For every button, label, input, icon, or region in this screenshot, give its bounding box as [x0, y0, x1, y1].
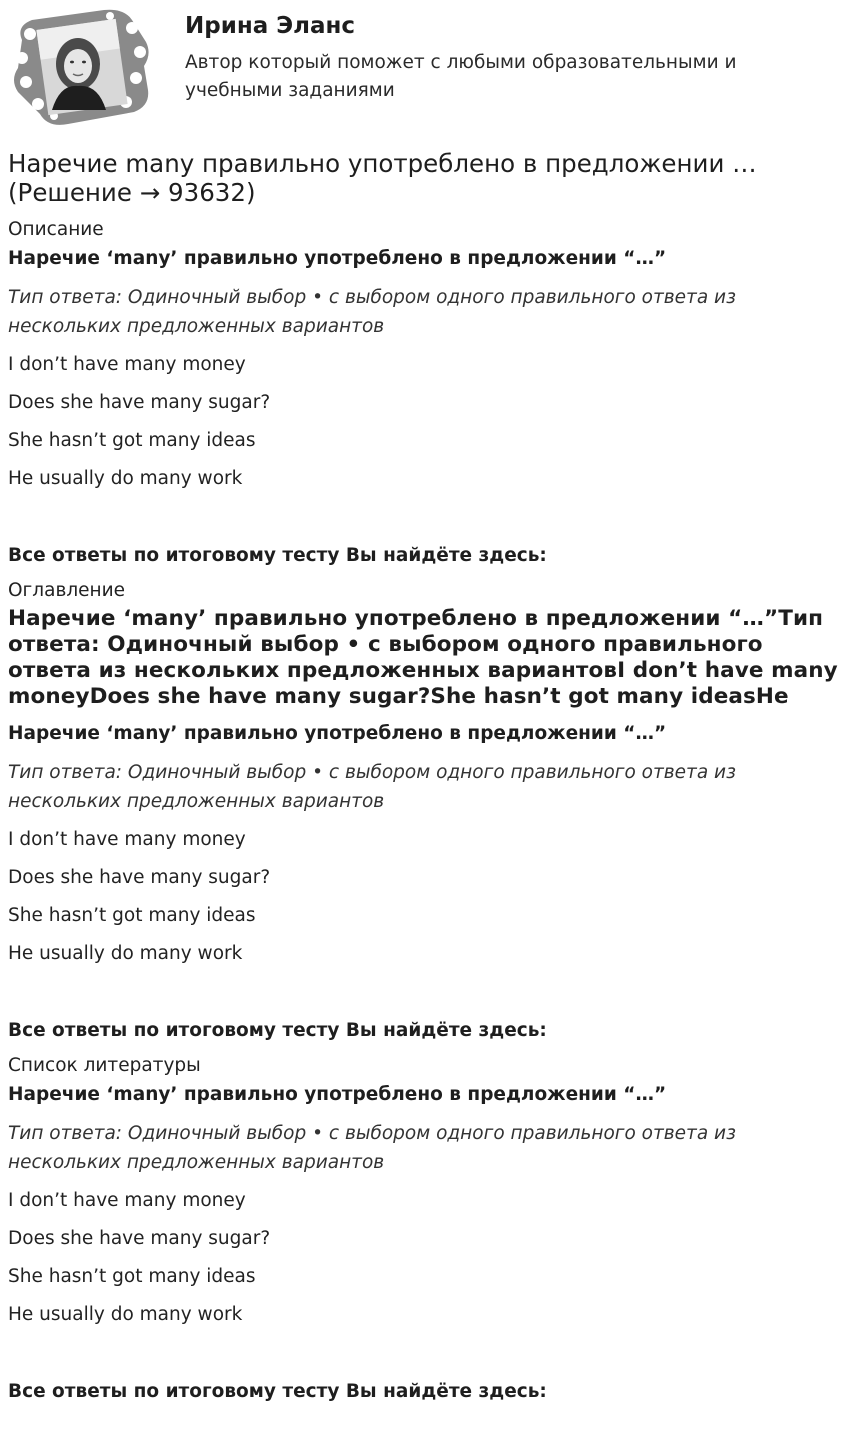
- question-type: Тип ответа: Одиночный выбор • с выбором одного правильного ответа из нескольких предложенных вариантов: [8, 287, 736, 337]
- answers-link-text: Все ответы по итоговому тесту Вы найдёте здесь:: [8, 545, 547, 566]
- answers-link-text: Все ответы по итоговому тесту Вы найдёте здесь:: [8, 1381, 547, 1402]
- page-title: Наречие many правильно употреблено в предложении … (Решение → 93632): [8, 149, 757, 207]
- answers-link-text: Все ответы по итоговому тесту Вы найдёте здесь:: [8, 1020, 547, 1041]
- option-item: She hasn’t got many ideas: [8, 1266, 256, 1287]
- section-label-description: Описание: [8, 219, 104, 240]
- author-description: Автор который поможет с любыми образовательными и учебными заданиями: [185, 52, 737, 101]
- option-item: I don’t have many money: [8, 1190, 246, 1211]
- option-item: I don’t have many money: [8, 354, 246, 375]
- toc-heading: Наречие ‘many’ правильно употреблено в предложении “…”Тип ответа: Одиночный выбор • с выбором одного правильного ответа из нескольких предложенных вариантовI don’t have many moneyDoes she have many sugar?She hasn’t got many ideasHe: [8, 606, 838, 709]
- page: [8, 0, 840, 1404]
- option-item: She hasn’t got many ideas: [8, 905, 256, 926]
- author-card: [8, 0, 840, 134]
- option-item: He usually do many work: [8, 1304, 243, 1325]
- question-type: Тип ответа: Одиночный выбор • с выбором одного правильного ответа из нескольких предложенных вариантов: [8, 762, 736, 812]
- section-label-bibliography: Список литературы: [8, 1055, 201, 1076]
- option-item: He usually do many work: [8, 468, 243, 489]
- question-text: Наречие ‘many’ правильно употреблено в предложении “…”: [8, 248, 667, 269]
- option-item: Does she have many sugar?: [8, 392, 271, 413]
- option-item: Does she have many sugar?: [8, 1228, 271, 1249]
- option-item: I don’t have many money: [8, 829, 246, 850]
- question-text: Наречие ‘many’ правильно употреблено в предложении “…”: [8, 723, 667, 744]
- option-item: He usually do many work: [8, 943, 243, 964]
- question-text: Наречие ‘many’ правильно употреблено в предложении “…”: [8, 1084, 667, 1105]
- author-name[interactable]: Ирина Эланс: [185, 13, 356, 39]
- option-item: She hasn’t got many ideas: [8, 430, 256, 451]
- section-label-toc: Оглавление: [8, 580, 126, 601]
- author-avatar: [8, 6, 150, 126]
- question-type: Тип ответа: Одиночный выбор • с выбором одного правильного ответа из нескольких предложенных вариантов: [8, 1123, 736, 1173]
- option-item: Does she have many sugar?: [8, 867, 271, 888]
